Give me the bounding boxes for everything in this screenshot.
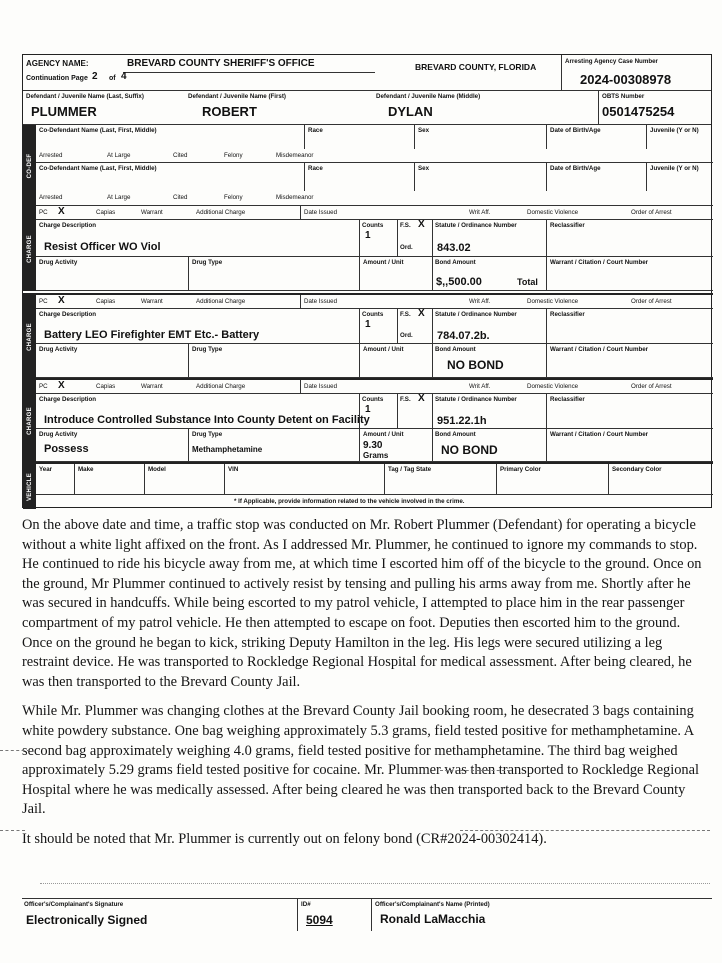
charge-3-fs-label: F.S. bbox=[400, 396, 411, 403]
charge-1-capias-label: Capias bbox=[96, 209, 116, 216]
case-number-cell bbox=[561, 55, 713, 90]
charge-2-additional-label: Additional Charge bbox=[196, 298, 246, 305]
charge-3-drug-type: Methamphetamine bbox=[192, 445, 263, 454]
at-large-label: At Large bbox=[107, 152, 131, 159]
charge-3-warrant-label: Warrant bbox=[141, 383, 163, 390]
charge-1-warrant-label: Warrant bbox=[141, 209, 163, 216]
charge-1-desc-label: Charge Description bbox=[39, 222, 97, 229]
charge-3-pc-mark: X bbox=[58, 380, 65, 391]
vehicle-side-tab: VEHICLE bbox=[23, 464, 36, 509]
codefendant-side-tab: CO-DEF bbox=[23, 125, 36, 206]
charge-1-statute: 843.02 bbox=[437, 242, 471, 254]
continuation-label: Continuation Page bbox=[26, 75, 88, 82]
charge-3-writ-label: Writ Aff. bbox=[469, 383, 491, 390]
charge-1-warrant-citation-label: Warrant / Citation / Court Number bbox=[550, 259, 649, 266]
page-number: 2 bbox=[92, 71, 98, 82]
sex-label-2: Sex bbox=[418, 165, 430, 172]
juvenile-label-2: Juvenile (Y or N) bbox=[650, 165, 699, 172]
codefendant-row-2 bbox=[36, 163, 713, 191]
race-cell-2 bbox=[304, 163, 414, 191]
cited-label-2: Cited bbox=[173, 194, 188, 201]
charge-2-statute: 784.07.2b. bbox=[437, 330, 490, 342]
race-cell bbox=[304, 125, 414, 149]
charge-3-warrant-citation-label: Warrant / Citation / Court Number bbox=[550, 431, 649, 438]
charge-1-description: Resist Officer WO Viol bbox=[44, 241, 161, 253]
charge-2-statute-label: Statute / Ordinance Number bbox=[435, 311, 517, 318]
charge-1-date-label: Date Issued bbox=[304, 209, 338, 216]
charge-2-date-label: Date Issued bbox=[304, 298, 338, 305]
misdemeanor-label-2: Misdemeanor bbox=[276, 194, 314, 201]
codefendant-status-row-2 bbox=[36, 191, 713, 206]
charge-3-bond-label: Bond Amount bbox=[435, 431, 476, 438]
charge-2-drug-row bbox=[36, 344, 713, 378]
charge-1-side-tab: CHARGE bbox=[23, 206, 36, 291]
charge-3-drug-activity-label: Drug Activity bbox=[39, 431, 78, 438]
dob-cell bbox=[546, 125, 646, 149]
charge-2-fs-mark: X bbox=[418, 308, 425, 319]
codefendant-status-row-1 bbox=[36, 149, 713, 163]
charge-3-counts: 1 bbox=[365, 404, 371, 415]
charge-2-writ-label: Writ Aff. bbox=[469, 298, 491, 305]
race-label-2: Race bbox=[308, 165, 323, 172]
charge-2-flags bbox=[36, 295, 713, 309]
signature-block bbox=[22, 898, 712, 930]
charge-3-fs-mark: X bbox=[418, 393, 425, 404]
misdemeanor-label: Misdemeanor bbox=[276, 152, 314, 159]
charge-1-writ-label: Writ Aff. bbox=[469, 209, 491, 216]
vehicle-secondary-color-label: Secondary Color bbox=[612, 466, 662, 473]
juvenile-cell bbox=[646, 125, 713, 149]
narrative-paragraph-3: It should be noted that Mr. Plummer is currently out on felony bond (CR#2024-00302414). bbox=[22, 830, 547, 847]
codefendant-name-label-2: Co-Defendant Name (Last, First, Middle) bbox=[39, 165, 157, 172]
charge-2-description-row bbox=[36, 309, 713, 344]
charge-2-pc-label: PC bbox=[39, 298, 48, 305]
charge-1-reclassifier-label: Reclassifier bbox=[550, 222, 585, 229]
arrested-label: Arrested bbox=[39, 152, 63, 159]
agency-row bbox=[23, 55, 711, 91]
charge-2-bond-label: Bond Amount bbox=[435, 346, 476, 353]
charge-2-amount-label: Amount / Unit bbox=[363, 346, 404, 353]
arrested-label-2: Arrested bbox=[39, 194, 63, 201]
charge-1-counts: 1 bbox=[365, 230, 371, 241]
cited-label: Cited bbox=[173, 152, 188, 159]
id-label: ID# bbox=[301, 901, 311, 908]
charge-3-capias-label: Capias bbox=[96, 383, 116, 390]
charge-3-order-label: Order of Arrest bbox=[631, 383, 672, 390]
charge-3-additional-label: Additional Charge bbox=[196, 383, 246, 390]
obts-cell bbox=[598, 91, 713, 124]
at-large-label-2: At Large bbox=[107, 194, 131, 201]
vehicle-vin-label: VIN bbox=[228, 466, 239, 473]
charge-3-description: Introduce Controlled Substance Into County Detent on Facility bbox=[44, 414, 370, 426]
charge-3-desc-label: Charge Description bbox=[39, 396, 97, 403]
agency-name: BREVARD COUNTY SHERIFF'S OFFICE bbox=[127, 58, 315, 69]
dob-cell-2 bbox=[546, 163, 646, 191]
charge-1-amount-label: Amount / Unit bbox=[363, 259, 404, 266]
vehicle-row bbox=[36, 464, 713, 509]
charge-3-drug-type-label: Drug Type bbox=[192, 431, 223, 438]
arrest-form bbox=[22, 54, 712, 508]
charge-1-pc-label: PC bbox=[39, 209, 48, 216]
agency-location: BREVARD COUNTY, FLORIDA bbox=[415, 62, 537, 72]
signature-label: Officer's/Complainant's Signature bbox=[24, 901, 124, 908]
obts-number: 0501475254 bbox=[602, 104, 675, 119]
charge-1-fs-mark: X bbox=[418, 219, 425, 230]
juvenile-label: Juvenile (Y or N) bbox=[650, 127, 699, 134]
vehicle-make-label: Make bbox=[78, 466, 94, 473]
charge-1-bond: $,,500.00 bbox=[436, 276, 482, 288]
signature-value: Electronically Signed bbox=[26, 913, 148, 927]
page-total: 4 bbox=[121, 71, 127, 82]
charge-2-ord-label: Ord. bbox=[400, 332, 413, 339]
agency-label: AGENCY NAME: bbox=[26, 59, 89, 68]
dob-label: Date of Birth/Age bbox=[550, 127, 601, 134]
charge-1-description-row bbox=[36, 220, 713, 257]
charge-3-date-label: Date Issued bbox=[304, 383, 338, 390]
charge-2-drug-activity-label: Drug Activity bbox=[39, 346, 78, 353]
charge-2-warrant-citation-label: Warrant / Citation / Court Number bbox=[550, 346, 649, 353]
charge-2-side-tab: CHARGE bbox=[23, 295, 36, 378]
codefendant-name-label: Co-Defendant Name (Last, First, Middle) bbox=[39, 127, 157, 134]
charge-3-side-tab: CHARGE bbox=[23, 380, 36, 462]
charge-1-flags bbox=[36, 206, 713, 220]
charge-1-drug-type-label: Drug Type bbox=[192, 259, 223, 266]
felony-label: Felony bbox=[224, 152, 243, 159]
charge-3-amount-unit: Grams bbox=[363, 451, 389, 460]
charge-2-description: Battery LEO Firefighter EMT Etc.- Battery bbox=[44, 329, 260, 341]
charge-3-drug-activity: Possess bbox=[44, 443, 89, 455]
charge-3-bond: NO BOND bbox=[441, 443, 498, 457]
vehicle-primary-color-label: Primary Color bbox=[500, 466, 541, 473]
vehicle-year-label: Year bbox=[39, 466, 53, 473]
charge-1-total-label: Total bbox=[517, 277, 538, 287]
felony-label-2: Felony bbox=[224, 194, 243, 201]
defendant-row bbox=[23, 91, 711, 125]
charge-2-counts-label: Counts bbox=[362, 311, 384, 318]
juvenile-cell-2 bbox=[646, 163, 713, 191]
defendant-last-label: Defendant / Juvenile Name (Last, Suffix) bbox=[26, 93, 144, 100]
codefendant-row-1 bbox=[36, 125, 713, 149]
charge-2-drug-type-label: Drug Type bbox=[192, 346, 223, 353]
defendant-middle-cell bbox=[376, 91, 598, 124]
obts-label: OBTS Number bbox=[602, 93, 645, 100]
charge-3-reclassifier-label: Reclassifier bbox=[550, 396, 585, 403]
charge-2-order-label: Order of Arrest bbox=[631, 298, 672, 305]
defendant-first-label: Defendant / Juvenile Name (First) bbox=[188, 93, 286, 100]
vehicle-tag-label: Tag / Tag State bbox=[388, 466, 432, 473]
charge-3-flags bbox=[36, 380, 713, 394]
charge-1-statute-label: Statute / Ordinance Number bbox=[435, 222, 517, 229]
charge-2-fs-label: F.S. bbox=[400, 311, 411, 318]
charge-2-warrant-label: Warrant bbox=[141, 298, 163, 305]
charge-1-pc-mark: X bbox=[58, 206, 65, 217]
charge-1-counts-label: Counts bbox=[362, 222, 384, 229]
charge-3-amount-label: Amount / Unit bbox=[363, 431, 404, 438]
charge-2-capias-label: Capias bbox=[96, 298, 116, 305]
charge-3-counts-label: Counts bbox=[362, 396, 384, 403]
charge-2-reclassifier-label: Reclassifier bbox=[550, 311, 585, 318]
charge-1-additional-label: Additional Charge bbox=[196, 209, 246, 216]
charge-3-drug-row bbox=[36, 429, 713, 462]
charge-3-dv-label: Domestic Violence bbox=[527, 383, 579, 390]
charge-1-fs-label: F.S. bbox=[400, 222, 411, 229]
defendant-last: PLUMMER bbox=[31, 104, 97, 119]
race-label: Race bbox=[308, 127, 323, 134]
vehicle-model-label: Model bbox=[148, 466, 166, 473]
charge-2-bond: NO BOND bbox=[447, 358, 504, 372]
defendant-middle: DYLAN bbox=[388, 104, 433, 119]
sex-cell bbox=[414, 125, 546, 149]
charge-1-order-label: Order of Arrest bbox=[631, 209, 672, 216]
vehicle-note: * If Applicable, provide information related to the vehicle involved in the crime. bbox=[234, 498, 465, 505]
narrative-paragraph-1: On the above date and time, a traffic stop was conducted on Mr. Robert Plummer (Defendant) for operating a bicycle without a white light affixed on the front. As I addressed Mr. Plummer, he continued to ignore my commands to stop. He continued to ride his bicycle away from me, at which time I escorted him off of the bicycle to the ground. Once on the ground, Mr Plummer continued to actively resist by tensing and pulling his arms away from me. Shortly after he was secured in handcuffs. While being escorted to my patrol vehicle, I attempted to place him in the rear passenger compartment of my patrol vehicle. He then attempted to escape on foot. Deputies then escorted him to the ground. Once on the ground he began to kick, striking Deputy Hamilton in the leg. His legs were secured utilizing a leg restraint device. He was transported to Rockledge Regional Hospital for medical assessment. After being cleared, he was then transported to the Brevard County Jail. bbox=[22, 517, 702, 690]
charge-2-counts: 1 bbox=[365, 319, 371, 330]
defendant-first: ROBERT bbox=[202, 104, 257, 119]
defendant-first-cell bbox=[188, 91, 376, 124]
charge-2-dv-label: Domestic Violence bbox=[527, 298, 579, 305]
name-label: Officer's/Complainant's Name (Printed) bbox=[375, 901, 490, 908]
case-number-label: Arresting Agency Case Number bbox=[565, 58, 658, 65]
charge-1-drug-row bbox=[36, 257, 713, 291]
charge-3-amount: 9.30 bbox=[363, 440, 383, 451]
of-label: of bbox=[109, 75, 116, 82]
narrative-paragraph-2: While Mr. Plummer was changing clothes at the Brevard County Jail booking room, he desecrated 3 bags containing white powdery substance. One bag weighing approximately 5.3 grams, field tested positive for methamphetamine. A second bag approximately weighing 4.0 grams, field tested positive for methamphetamine. The third bag weighed approximately 5.29 grams field tested positive for cocaine. Mr. Plummer was then transported to Rockledge Regional Hospital where he was medically assessed. After being cleared he was then transported back to the Brevard County Jail. bbox=[22, 703, 699, 818]
charge-1-ord-label: Ord. bbox=[400, 244, 413, 251]
sex-label: Sex bbox=[418, 127, 430, 134]
charge-1-dv-label: Domestic Violence bbox=[527, 209, 579, 216]
charge-3-statute: 951.22.1h bbox=[437, 415, 487, 427]
name-value: Ronald LaMacchia bbox=[380, 912, 486, 926]
charge-3-statute-label: Statute / Ordinance Number bbox=[435, 396, 517, 403]
case-number: 2024-00308978 bbox=[580, 72, 672, 87]
charge-2-pc-mark: X bbox=[58, 295, 65, 306]
dob-label-2: Date of Birth/Age bbox=[550, 165, 601, 172]
charge-3-description-row bbox=[36, 394, 713, 429]
sex-cell-2 bbox=[414, 163, 546, 191]
defendant-middle-label: Defendant / Juvenile Name (Middle) bbox=[376, 93, 481, 100]
charge-3-pc-label: PC bbox=[39, 383, 48, 390]
narrative bbox=[22, 516, 712, 860]
charge-1-drug-activity-label: Drug Activity bbox=[39, 259, 78, 266]
id-value: 5094 bbox=[306, 913, 333, 927]
charge-2-desc-label: Charge Description bbox=[39, 311, 97, 318]
charge-1-bond-label: Bond Amount bbox=[435, 259, 476, 266]
